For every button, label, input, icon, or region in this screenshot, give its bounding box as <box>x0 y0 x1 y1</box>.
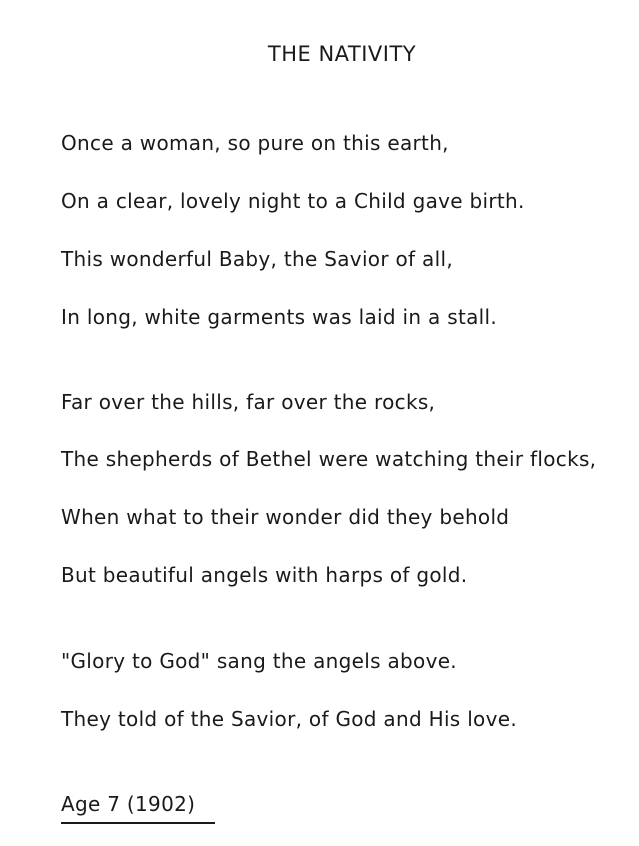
poem-line: They told of the Savior, of God and His love. <box>61 707 517 731</box>
poem-line: On a clear, lovely night to a Child gave birth. <box>61 189 525 213</box>
poem-line: But beautiful angels with harps of gold. <box>61 563 468 587</box>
poem-line: This wonderful Baby, the Savior of all, <box>61 247 453 271</box>
signature-underline <box>61 822 215 824</box>
author-age-note: Age 7 (1902) <box>61 792 196 816</box>
poem-line: "Glory to God" sang the angels above. <box>61 649 457 673</box>
poem-title: THE NATIVITY <box>267 42 417 66</box>
poem-line: The shepherds of Bethel were watching their flocks, <box>61 447 597 471</box>
poem-line: Once a woman, so pure on this earth, <box>61 131 449 155</box>
poem-line: When what to their wonder did they behold <box>61 505 510 529</box>
poem-line: Far over the hills, far over the rocks, <box>61 390 436 414</box>
poem-line: In long, white garments was laid in a stall. <box>61 305 498 329</box>
